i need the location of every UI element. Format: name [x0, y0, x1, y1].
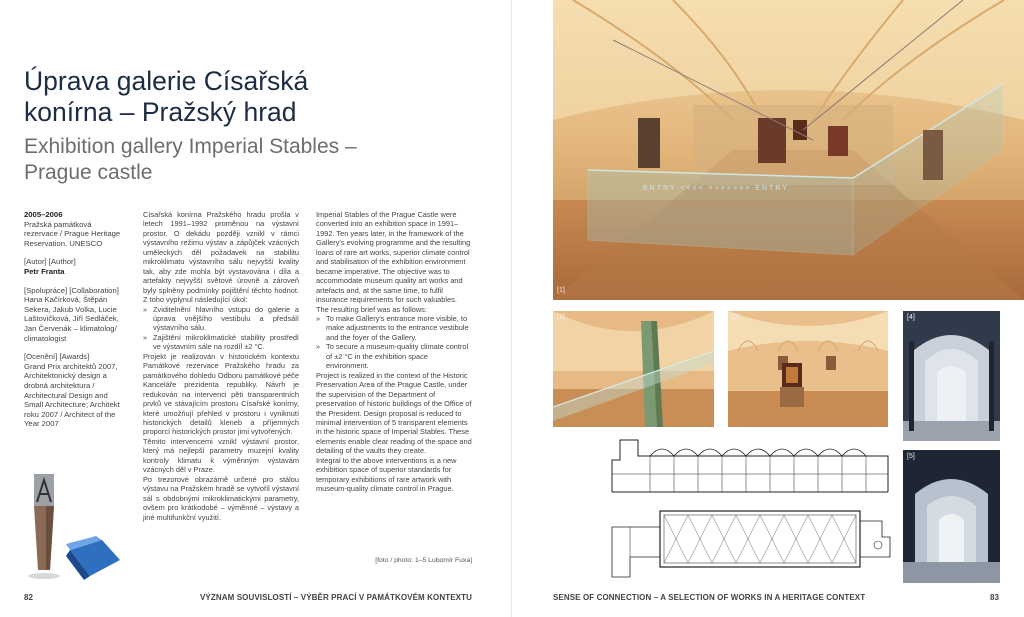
photo-3-label: [3]	[732, 314, 740, 321]
photo-1-gallery-interior	[553, 0, 1024, 300]
awards-label: [Ocenění] [Awards]	[24, 352, 90, 362]
corridor-graphic	[903, 450, 1000, 583]
en-bullet-2: » To secure a museum-quality climate control of ±2 °C in the exhibition space environment.	[316, 342, 472, 370]
photo-5-corridor	[903, 450, 1000, 583]
cz-bullet-list	[143, 305, 299, 352]
page-title-english: Exhibition gallery Imperial Stables – Prague castle	[24, 135, 357, 184]
vaulted-corridor-graphic	[903, 311, 1000, 441]
floor-plan-graphic	[610, 497, 892, 583]
photo-2-label: [2]	[557, 314, 565, 321]
photo-2-glass-detail	[553, 311, 714, 427]
photo-4-label: [4]	[907, 314, 915, 321]
cz-paragraph-1: Císařská konírna Pražského hradu prošla v letech 1991–1992 proměnou na výstavní prostor. O dekádu později vznikl v rámci výstavního režimu výstav a zápůjček vzácných uměleckých děl požadavek na stabilitu mikroklimatu výstavního sálu nejvyšší kvality tak, aby zde mohla být vystavována i díla a artefakty nejvyšší světové úrovně a zároveň byly splněny podmínky pojištění těchto hodnot. Z toho vyplynul následující úkol:	[143, 210, 299, 305]
en-bullet-1: » To make Gallery's entrance more visible, to make adjustments to the entrance vestibule and the foyer of the Gallery.	[316, 314, 472, 342]
section-drawing	[610, 436, 892, 496]
section-drawing-graphic	[610, 436, 892, 496]
glass-detail-graphic	[553, 311, 714, 427]
entry-sign-text: ENTRY <<<< >>>>>>> ENTRY	[643, 185, 789, 192]
project-year: 2005–2006	[24, 210, 63, 219]
photo-credit: [foto / photo: 1–5 Lubomír Fuxa]	[375, 557, 472, 564]
english-text-column	[316, 210, 472, 494]
author-name: Petr Franta	[24, 266, 65, 276]
photo-3-exhibition-hall	[728, 311, 888, 427]
en-paragraph-1: Imperial Stables of the Prague Castle were converted into an exhibition space in 1991–1992. Ten years later, in the framework of the Gallery's evolving programme and the resulting loans of rare art works, superior climate control and stabilisation of the exhibition environment became imperative. The objective was to accommodate museum quality art works and artefacts and, at the same time, to fulfil insurance requirements for such valuables.	[316, 210, 471, 305]
page-title-czech: Úprava galerie Císařská konírna – Pražský hrad	[24, 66, 309, 127]
photo-1-label: [1]	[557, 287, 565, 294]
footer-text-right: SENSE OF CONNECTION – A SELECTION OF WORKS IN A HERITAGE CONTEXT	[553, 593, 866, 602]
en-paragraph-3: Project is realized in the context of the Historic Preservation Area of the Prague Castle, under the supervision of the Department of preservation of historic buildings of the Office of the President. Design proposal is reduced to minimal intervention of 5 transparent elements in the historic space of Imperial Stables. These elements enable clear reading of the space and detailing of the vaults they create.	[316, 370, 472, 456]
cz-paragraph-4: Po trezorové obrazárně určené pro stálou výstavu na Pražském hradě se vytvořil výstavní sál s obdobnými mikroklimatickými parametry, ovšem pro krátkodobé – výměnné – výstavy a jiné multifunkční využití.	[143, 474, 299, 522]
collab-label: [Spolupráce] [Collaboration]	[24, 285, 119, 295]
page-number-right: 83	[990, 593, 1000, 602]
cz-bullet-2: » Zajištění mikroklimatické stability prostředí ve výstavním sále na rozdíl ±2 °C.	[143, 333, 299, 352]
footer-text-left: VÝZNAM SOUVISLOSTÍ – VÝBĚR PRACÍ V PAMÁTKOVÉM KONTEXTU	[200, 593, 472, 602]
floor-plan-drawing	[610, 497, 892, 583]
en-paragraph-4: Integral to the above interventions is a new exhibition space of superior standards for temporary exhibitions of rare artwork with museum-quality climate control in Prague.	[316, 455, 457, 494]
gallery-interior-graphic	[553, 0, 1024, 300]
photo-5-label: [5]	[907, 453, 915, 460]
photo-4-vaulted-corridor	[903, 311, 1000, 441]
award-trophy-graphic	[20, 474, 130, 582]
author-label: [Autor] [Author]	[24, 257, 76, 267]
cz-paragraph-2: Projekt je realizován v historickém kontextu Památkové rezervace Pražského hradu za památkového dohledu Odboru památkové péče Kanceláře prezidenta republiky. Návrh je redukován na intervenci pěti transparentních prvků ve stávajícím prostoru Císařské konírny, které umožňují přehled v prostoru i vyniknutí historických detailů kleneb a příjemných proporcí historických prostor jimi vytvořených.	[143, 351, 299, 437]
cz-bullet-1: » Zviditelnění hlavního vstupu do galerie a úprava vnějšího vestibulu a předsálí výstavního sálu.	[143, 305, 299, 333]
exhibition-hall-graphic	[728, 311, 888, 427]
project-meta	[24, 210, 126, 438]
en-paragraph-2: The resulting brief was as follows:	[316, 304, 427, 314]
awards-text: Grand Prix architektů 2007, Architektonický design a drobná architektura / Architectural Design and Small Architecture; Architekt roku 2007 / Architect of the Year 2007	[24, 361, 120, 429]
award-trophy-photo	[20, 474, 130, 582]
page-number-left: 82	[24, 593, 34, 602]
en-bullet-list	[316, 314, 472, 371]
project-client: Pražská památková rezervace / Prague Heritage Reservation, UNESCO	[24, 219, 121, 248]
cz-paragraph-3: Těmito intervencemi vznikl výstavní prostor, který má nejlepší parametry muzejní kvality kontroly klimatu k výměnným výstavám vzácných děl v Praze.	[143, 436, 299, 475]
collab-names: Hana Kačírková, Štěpán Sekera, Jakub Volka, Lucie Laštovičková, Jiří Sedláček, Jan Červenák – klimatolog/ climatologist	[24, 295, 119, 343]
czech-text-column	[143, 210, 299, 522]
